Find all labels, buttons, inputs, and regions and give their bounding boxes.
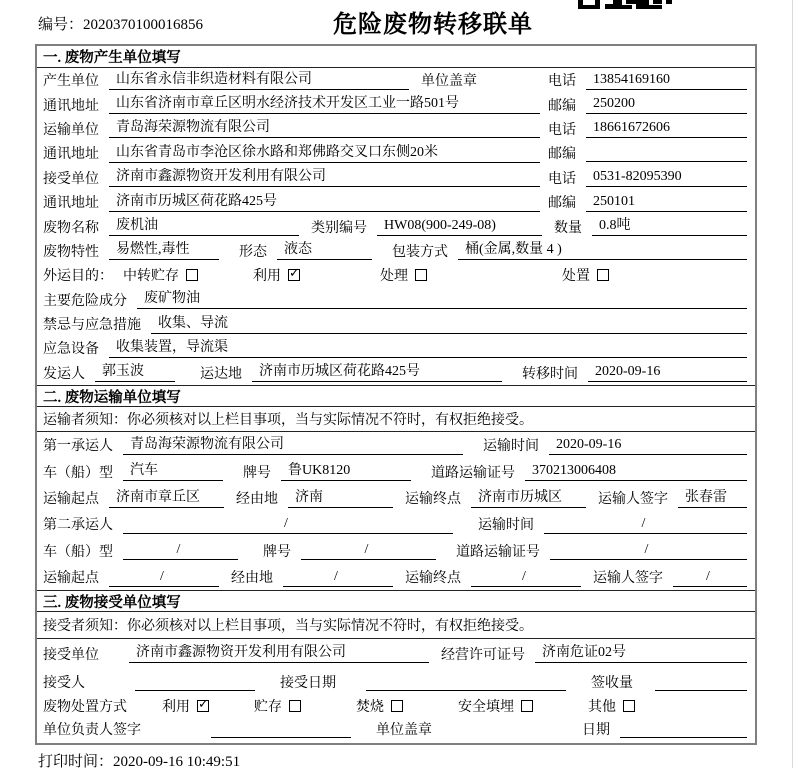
- road-cert-field: /: [550, 541, 747, 560]
- vehicle-type-label: 车（船）型: [43, 544, 113, 560]
- transporter-field: 青岛海荣源物流有限公司: [109, 119, 540, 138]
- first-carrier-row: [37, 432, 755, 458]
- purpose-row: [37, 263, 755, 287]
- receiver-address-row: [37, 190, 755, 214]
- receiver-notice: 接受者须知：你必须核对以上栏目事项，当与实际情况不符时，有权拒绝接受。: [37, 612, 755, 639]
- via-label: 经由地: [231, 571, 273, 587]
- transporter-address-row: [37, 141, 755, 165]
- page-title: 危险废物转移联单: [333, 12, 533, 38]
- print-time-label: 打印时间：: [38, 754, 114, 768]
- end-field: 济南市历城区: [471, 489, 586, 508]
- license-field: 济南危证02号: [535, 644, 747, 663]
- transfer-time-field: 2020-09-16: [588, 363, 747, 382]
- origin-field: /: [109, 568, 219, 587]
- section3-header: 三. 废物接受单位填写: [37, 590, 755, 612]
- waste-name-field: 废机油: [109, 217, 299, 236]
- shipper-row: [37, 361, 755, 385]
- acceptor-label: 接受人: [43, 675, 85, 691]
- accept-date-field: [366, 673, 566, 691]
- zip-field: 250200: [586, 95, 747, 114]
- unit-seal-label: 单位盖章: [421, 74, 477, 90]
- packing-field: 桶(金属,数量 4 ): [458, 241, 747, 260]
- carrier-sign-field: /: [673, 568, 747, 587]
- option-label: 贮存: [254, 700, 282, 716]
- checkbox-icon: [288, 269, 300, 281]
- section1-header: 一. 废物产生单位填写: [37, 46, 755, 68]
- carrier-label: 第一承运人: [43, 439, 113, 455]
- equipment-label: 应急设备: [43, 342, 99, 358]
- phone-field: 13854169160: [586, 71, 747, 90]
- producer-field: 山东省永信非织造材料有限公司: [109, 71, 409, 90]
- carrier-sign-label: 运输人签字: [598, 492, 668, 508]
- route-row-2: [37, 564, 755, 590]
- address-label: 通讯地址: [43, 147, 99, 163]
- zip-label: 邮编: [548, 98, 576, 114]
- acceptor-field: [135, 673, 255, 691]
- phone-label: 电话: [548, 122, 576, 138]
- print-time: [38, 750, 240, 768]
- transport-time-label: 运输时间: [483, 439, 539, 455]
- via-label: 经由地: [236, 492, 278, 508]
- plate-field: 鲁UK8120: [281, 462, 411, 481]
- destination-label: 运达地: [200, 366, 242, 382]
- checkbox-icon: [186, 269, 198, 281]
- purpose-option-treat: [380, 265, 427, 285]
- address-label: 通讯地址: [43, 98, 99, 114]
- zip-field: [586, 144, 747, 162]
- accept-unit-field: 济南市鑫源物资开发利用有限公司: [129, 644, 429, 663]
- acceptor-row: [37, 668, 755, 695]
- accept-date-label: 接受日期: [280, 675, 336, 691]
- route-row: [37, 485, 755, 511]
- hazard-label: 主要危险成分: [43, 293, 127, 309]
- page-edge-line: [792, 0, 793, 768]
- carrier-label: 第二承运人: [43, 518, 113, 534]
- end-label: 运输终点: [405, 492, 461, 508]
- receiver-row: [37, 166, 755, 190]
- purpose-option-dispose: [562, 265, 609, 285]
- phone-label: 电话: [548, 171, 576, 187]
- print-time-value: 2020-09-16 10:49:51: [113, 754, 241, 768]
- option-label: 处置: [562, 269, 590, 285]
- carrier-sign-field: 张春雷: [678, 489, 747, 508]
- shipper-label: 发运人: [43, 366, 85, 382]
- form-field: 液态: [277, 241, 372, 260]
- origin-label: 运输起点: [43, 492, 99, 508]
- category-field: HW08(900-249-08): [377, 217, 542, 236]
- quantity-field: 0.8吨: [592, 217, 747, 236]
- option-label: 利用: [162, 700, 190, 716]
- form-label: 形态: [239, 244, 267, 260]
- qr-code-fragment: [578, 0, 672, 10]
- plate-label: 牌号: [263, 544, 291, 560]
- option-label: 中转贮存: [123, 269, 179, 285]
- receiver-field: 济南市鑫源物资开发利用有限公司: [109, 168, 540, 187]
- second-carrier-row: [37, 511, 755, 537]
- disposal-option-other: [588, 696, 635, 716]
- equipment-field: 收集装置，导流渠: [109, 339, 747, 358]
- taboo-measures-row: [37, 312, 755, 336]
- vehicle-row: [37, 458, 755, 484]
- via-field: 济南: [288, 489, 393, 508]
- end-label: 运输终点: [405, 571, 461, 587]
- transporter-row: [37, 117, 755, 141]
- vehicle-type-field: /: [123, 541, 238, 560]
- disposal-method-row: [37, 695, 755, 717]
- option-label: 其他: [588, 700, 616, 716]
- transport-time-field: 2020-09-16: [549, 436, 747, 455]
- emergency-equipment-row: [37, 336, 755, 360]
- checkbox-icon: [289, 700, 301, 712]
- disposal-option-landfill: [458, 696, 533, 716]
- checkbox-icon: [391, 700, 403, 712]
- checkbox-icon: [521, 700, 533, 712]
- address-field: 山东省青岛市李沧区徐水路和郑佛路交叉口东侧20米: [109, 144, 540, 163]
- road-cert-label: 道路运输证号: [431, 465, 515, 481]
- hazard-field: 废矿物油: [137, 290, 747, 309]
- checkbox-icon: [197, 700, 209, 712]
- phone-label: 电话: [548, 74, 576, 90]
- transporter-label: 运输单位: [43, 122, 99, 138]
- zip-label: 邮编: [548, 196, 576, 212]
- vehicle-row-2: [37, 538, 755, 564]
- disposal-option-incinerate: [356, 696, 403, 716]
- disposal-option-utilize: [162, 696, 209, 716]
- waste-name-row: [37, 214, 755, 238]
- origin-label: 运输起点: [43, 571, 99, 587]
- shipper-field: 郭玉波: [95, 363, 175, 382]
- end-field: /: [471, 568, 581, 587]
- transfer-time-label: 转移时间: [522, 366, 578, 382]
- waste-character-row: [37, 239, 755, 263]
- checkbox-icon: [415, 269, 427, 281]
- receiver-label: 接受单位: [43, 171, 99, 187]
- license-label: 经营许可证号: [441, 647, 525, 663]
- option-label: 处理: [380, 269, 408, 285]
- character-label: 废物特性: [43, 244, 99, 260]
- producer-row: [37, 68, 755, 92]
- phone-field: 0531-82095390: [586, 168, 747, 187]
- address-label: 通讯地址: [43, 196, 99, 212]
- serial-value: 2020370100016856: [83, 17, 204, 33]
- option-label: 利用: [253, 269, 281, 285]
- received-qty-field: [655, 673, 747, 691]
- zip-field: 250101: [586, 193, 747, 212]
- hazard-components-row: [37, 288, 755, 312]
- disposal-option-storage: [254, 696, 301, 716]
- unit-seal-label: 单位盖章: [376, 723, 432, 739]
- producer-address-row: [37, 92, 755, 116]
- address-field: 济南市历城区荷花路425号: [109, 193, 540, 212]
- vehicle-type-field: 汽车: [123, 462, 223, 481]
- plate-field: /: [301, 541, 436, 560]
- character-field: 易燃性,毒性: [109, 241, 219, 260]
- chief-sign-field: [211, 720, 351, 738]
- origin-field: 济南市章丘区: [109, 489, 224, 508]
- taboo-label: 禁忌与应急措施: [43, 318, 141, 334]
- section2-header: 二. 废物运输单位填写: [37, 385, 755, 407]
- purpose-option-utilize: [253, 265, 300, 285]
- producer-label: 产生单位: [43, 74, 99, 90]
- taboo-field: 收集、导流: [151, 315, 747, 334]
- checkbox-icon: [597, 269, 609, 281]
- packing-label: 包装方式: [392, 244, 448, 260]
- road-cert-label: 道路运输证号: [456, 544, 540, 560]
- date-field: [620, 720, 747, 738]
- via-field: /: [283, 568, 393, 587]
- serial-label: 编号：: [38, 17, 84, 33]
- manifest-form: [35, 44, 757, 745]
- transport-time-field: /: [544, 515, 747, 534]
- accept-unit-label: 接受单位: [43, 647, 99, 663]
- date-label: 日期: [582, 723, 610, 739]
- transporter-notice: 运输者须知：你必须核对以上栏目事项，当与实际情况不符时，有权拒绝接受。: [37, 407, 755, 432]
- zip-label: 邮编: [548, 147, 576, 163]
- category-label: 类别编号: [311, 220, 367, 236]
- address-field: 山东省济南市章丘区明水经济技术开发区工业一路501号: [109, 95, 540, 114]
- received-qty-label: 签收量: [591, 675, 633, 691]
- plate-label: 牌号: [243, 465, 271, 481]
- option-label: 安全填埋: [458, 700, 514, 716]
- chief-sign-row: [37, 717, 755, 741]
- carrier-field: /: [123, 515, 453, 534]
- vehicle-type-label: 车（船）型: [43, 465, 113, 481]
- carrier-sign-label: 运输人签字: [593, 571, 663, 587]
- purpose-label: 外运目的：: [43, 269, 113, 285]
- destination-field: 济南市历城区荷花路425号: [252, 363, 502, 382]
- disposal-label: 废物处置方式: [43, 700, 127, 716]
- option-label: 焚烧: [356, 700, 384, 716]
- waste-name-label: 废物名称: [43, 220, 99, 236]
- checkbox-icon: [623, 700, 635, 712]
- accept-unit-row: [37, 639, 755, 668]
- chief-sign-label: 单位负责人签字: [43, 723, 141, 739]
- purpose-option-transfer-storage: [123, 265, 198, 285]
- serial-number: [38, 13, 203, 34]
- phone-field: 18661672606: [586, 119, 747, 138]
- transport-time-label: 运输时间: [478, 518, 534, 534]
- quantity-label: 数量: [554, 220, 582, 236]
- road-cert-field: 370213006408: [525, 462, 747, 481]
- carrier-field: 青岛海荣源物流有限公司: [123, 436, 463, 455]
